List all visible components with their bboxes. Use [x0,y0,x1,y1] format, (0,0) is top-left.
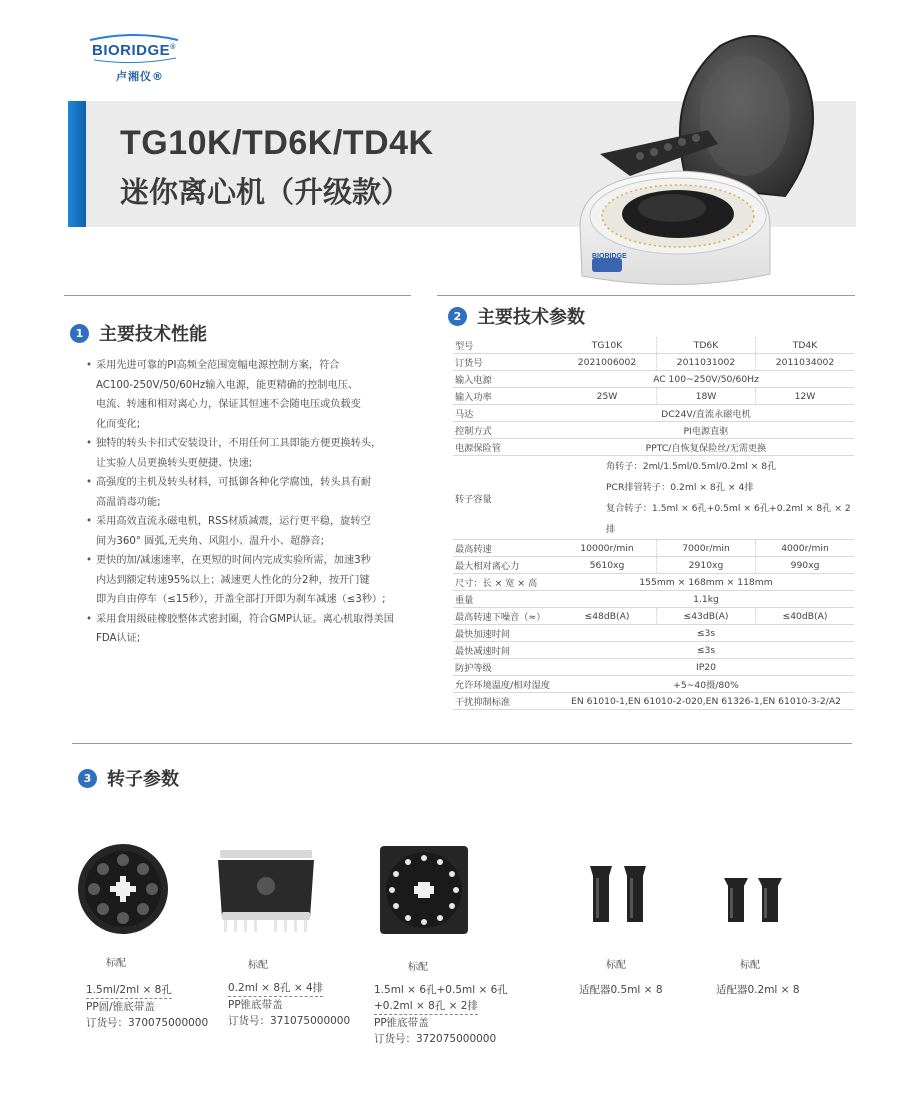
spec-value-cell: 7000r/min [656,540,755,556]
spec-row [453,693,854,710]
spec-values [558,405,854,421]
rotor-3-desc-line1: 1.5ml × 6孔+0.5ml × 6孔 [374,984,508,996]
feature-line: 电流、转速和相对离心力，保证其恒速不会随电压或负载变 [96,399,361,410]
spec-row [453,608,854,625]
spec-label: 最快减速时间 [455,646,511,657]
feature-item [86,473,416,512]
spec-value-span: AC 100~250V/50/60Hz [653,373,759,385]
spec-label: 重量 [455,595,474,606]
spec-row [453,388,854,405]
brand-logo [86,34,186,84]
features-list [86,356,416,649]
rotor-5-desc-line1: 适配器0.2ml × 8 [716,984,800,996]
spec-values [558,557,854,573]
spec-row [453,354,854,371]
rotor-1-desc-line3: 订货号：370075000000 [86,1017,209,1029]
spec-value-cell: 12W [755,388,854,404]
spec-value-cell: 2011034002 [755,354,854,370]
rotor-5-tag: 标配 [740,960,760,971]
rotor-3-desc-line3: PP锥底带盖 [374,1017,429,1029]
feature-line: 即为自由停车（≤15秒），开盖全部打开即为刹车减速（≤3秒）; [96,594,386,605]
spec-row [453,456,854,540]
spec-values [558,676,854,692]
spec-value-span: ≤3s [696,644,716,656]
spec-value-cell: 2021006002 [577,356,637,368]
rotor-5-desc [716,982,800,998]
spec-label: 马达 [455,409,474,420]
spec-value-line: PCR排管转子：0.2ml × 8孔 × 4排 [606,481,754,493]
rotor-4-desc-line1: 适配器0.5ml × 8 [579,984,663,996]
rotor-1-desc-line2: PP圆/锥底带盖 [86,1001,155,1013]
section1-header [70,320,207,346]
spec-label: 防护等级 [455,663,492,674]
feature-item [86,512,416,551]
spec-values [558,456,854,539]
spec-label: 输入功率 [455,392,492,403]
spec-value-span: PPTC/自恢复保险丝/无需更换 [645,443,767,454]
spec-values [558,693,854,709]
spec-table [453,337,854,710]
section1-title: 主要技术性能 [99,324,207,345]
section3-rule [72,743,852,744]
spec-value-span: EN 61010-1,EN 61010-2-020,EN 61326-1,EN 61010-3-2/A2 [571,695,841,707]
rotor-2-tag: 标配 [248,960,268,971]
spec-row [453,439,854,456]
feature-line: • 采用高效直流永磁电机，RSS材质减震，运行更平稳，旋转空 [96,516,371,527]
rotor-3-desc-line4: 订货号：372075000000 [374,1033,497,1045]
rotor-1-desc-line1: 1.5ml/2ml × 8孔 [86,982,172,999]
spec-value-span: IP20 [696,661,716,673]
rotor-2-desc-line3: 订货号：371075000000 [228,1015,351,1027]
feature-line: • 独特的转头卡扣式安装设计，不用任何工具即能方便更换转头， [96,438,382,449]
rotor-2-desc [228,980,350,1029]
spec-values [558,608,854,624]
section3-title: 转子参数 [107,769,179,790]
spec-label: 最高转速 [455,544,492,555]
spec-value-cell: 18W [656,388,755,404]
feature-line: 让实验人员更换转头更便捷、快速; [96,457,253,469]
spec-row [453,642,854,659]
feature-line: AC100-250V/50/60Hz输入电源，能更精确的控制电压、 [96,379,359,391]
spec-values [558,371,854,387]
spec-values [558,625,854,641]
spec-values [558,388,854,404]
spec-row [453,574,854,591]
section3-number-badge: 3 [78,769,97,788]
spec-value-span: ≤3s [696,627,716,639]
spec-value-cell: 5610xg [589,559,625,571]
spec-value-cell: ≤43dB(A) [656,608,755,624]
section1-rule [64,295,411,296]
section2-number-badge: 2 [448,307,467,326]
spec-value-span: +5~40摄/80% [673,680,739,691]
angle-rotor-image [76,842,170,936]
spec-label: 转子容量 [455,493,492,505]
feature-item [86,610,416,649]
spec-value-span: PI电源直驱 [683,426,729,437]
spec-label: 型号 [455,341,474,352]
rotor-1-tag: 标配 [106,958,126,969]
spec-value-span: 155mm × 168mm × 118mm [639,576,773,588]
spec-values [558,591,854,607]
spec-label: 订货号 [455,358,483,369]
spec-row [453,659,854,676]
rotor-2-desc-line2: PP锥底带盖 [228,999,283,1011]
spec-value-multiline [558,456,854,540]
rotor-4-tag: 标配 [606,960,626,971]
product-name-title: 迷你离心机（升级款） [120,175,411,209]
feature-line: 化而变化; [96,418,141,430]
spec-label: 电源保险管 [455,443,501,454]
spec-row [453,676,854,693]
spec-row [453,371,854,388]
feature-line: 内达到额定转速95%以上；减速更人性化的分2种，按开门键 [96,574,370,586]
spec-label: 最高转速下噪音（≈） [455,612,546,623]
spec-value-cell: 10000r/min [580,542,634,554]
spec-row [453,405,854,422]
feature-line: • 采用食用级硅橡胶整体式密封圈，符合GMP认证。离心机取得美国 [96,613,394,625]
rotor-3-tag: 标配 [408,962,428,973]
spec-label: 干扰抑制标准 [455,697,511,708]
spec-value-cell: TG10K [591,339,623,351]
rotor-3-desc-line2: +0.2ml × 8孔 × 2排 [374,998,478,1015]
pcr-strip-rotor-image [212,846,320,936]
spec-value-cell: 4000r/min [755,540,854,556]
centrifuge-product-image [570,26,820,292]
adapter-05ml-image [586,862,652,926]
rotor-4-desc [579,982,663,998]
spec-row [453,625,854,642]
section2-title: 主要技术参数 [477,307,585,328]
spec-values [558,574,854,590]
spec-row [453,591,854,608]
spec-value-span: DC24V/直流永磁电机 [661,409,751,420]
spec-row [453,540,854,557]
spec-label: 最大相对离心力 [455,561,520,572]
spec-row [453,337,854,354]
spec-value-cell: TD4K [755,337,854,353]
product-model-title: TG10K/TD6K/TD4K [120,124,434,162]
spec-value-line: 角转子：2ml/1.5ml/0.5ml/0.2ml × 8孔 [606,460,777,472]
spec-label: 尺寸：长 × 宽 × 高 [455,578,538,589]
rotor-3-desc [374,982,508,1047]
section2-header [448,303,585,329]
spec-values [558,422,854,438]
spec-value-line: 复合转子：1.5ml × 6孔+0.5ml × 6孔+0.2ml × 8孔 × 2排 [606,502,851,535]
spec-value-cell: TD6K [656,337,755,353]
feature-item [86,551,416,610]
feature-line: FDA认证; [96,633,141,644]
spec-values [558,642,854,658]
adapter-02ml-image [720,874,786,926]
spec-row [453,557,854,574]
spec-values [558,337,854,353]
spec-label: 输入电源 [455,375,492,386]
spec-value-cell: ≤48dB(A) [584,610,630,622]
spec-value-cell: 990xg [755,557,854,573]
section3-header [78,765,179,791]
feature-line: • 更快的加/减速速率，在更短的时间内完成实验所需，加速3秒 [96,555,371,566]
section1-number-badge: 1 [70,324,89,343]
feature-line: • 高强度的主机及转头材料，可抵御各种化学腐蚀，转头具有耐 [96,477,372,488]
feature-item [86,356,416,434]
spec-values [558,439,854,455]
spec-label: 最快加速时间 [455,629,511,640]
spec-values [558,540,854,556]
spec-values [558,354,854,370]
spec-values [558,659,854,675]
spec-value-cell: ≤40dB(A) [755,608,854,624]
spec-value-span: 1.1kg [693,593,719,605]
feature-line: 高温消毒功能; [96,496,161,508]
spec-value-cell: 25W [596,390,618,402]
product-brand-mark: BIORIDGE [592,253,627,260]
spec-value-cell: 2910xg [656,557,755,573]
spec-row [453,422,854,439]
spec-value-cell: 2011031002 [656,354,755,370]
rotor-1-desc [86,982,208,1031]
combination-rotor-image [378,844,470,936]
spec-label: 控制方式 [455,426,492,437]
feature-item [86,434,416,473]
spec-label: 允许环境温度/相对湿度 [455,680,550,691]
logo-chinese-text: 卢湘仪® [116,70,164,83]
section2-rule [437,295,855,296]
logo-brand-text: BIORIDGE® [92,42,176,59]
feature-line: 间为360° 圆弧,无夹角、风阻小、温升小、超静音; [96,535,325,547]
rotor-2-desc-line1: 0.2ml × 8孔 × 4排 [228,980,323,997]
feature-line: • 采用先进可靠的PI高频全范围宽幅电源控制方案，符合 [96,360,340,371]
header-accent-bar [68,101,86,227]
